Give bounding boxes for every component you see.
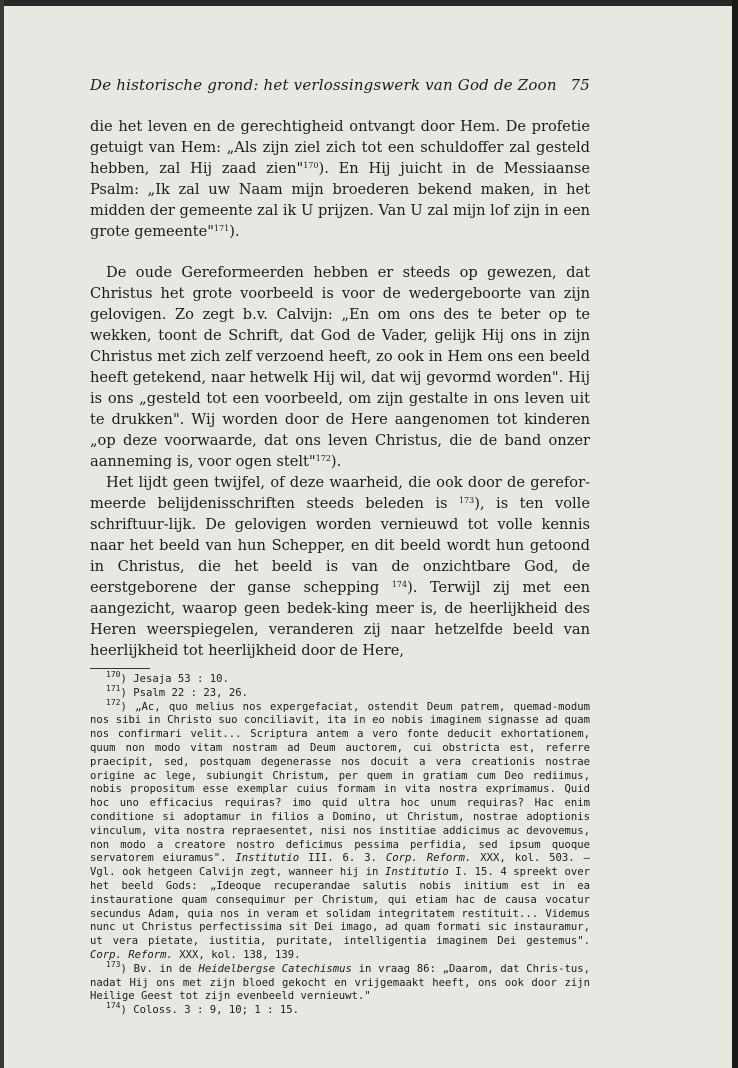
running-title: De historische grond: het verlossingswerk van God de Zoon — [90, 76, 557, 94]
paragraph — [90, 472, 590, 661]
binding-edge — [0, 0, 4, 1068]
italic-text: Institutio — [384, 866, 449, 879]
book-page — [90, 76, 590, 1018]
footnote-ref: 171 — [213, 224, 230, 233]
paragraph — [90, 116, 590, 242]
main-text — [90, 116, 590, 661]
text-run: ). — [330, 453, 342, 470]
footnote — [90, 697, 590, 963]
text-run: die het leven en de gerechtigheid ontvangt door Hem. De profetie getuigt van Hem: „Als zijn ziel zich tot een schuldoffer zal gesteld hebben, zal Hij zaad zien" — [90, 118, 590, 177]
text-run: III. 6. 3. — [299, 852, 386, 865]
footnote-number: 172 — [106, 697, 121, 707]
text-run: XXX, kol. 503. — Vgl. ook hetgeen Calvijn zegt, wanneer hij in — [90, 852, 590, 879]
footnote-paren: ) — [120, 700, 127, 713]
running-header — [90, 76, 590, 102]
text-run: Psalm 22 : 23, 26. — [126, 686, 249, 699]
page-number: 75 — [570, 76, 590, 94]
footnote-number: 171 — [106, 683, 121, 693]
text-run: ). Terwijl zij met een aangezicht, waarop geen bedek-king meer is, de heerlijkheid des Heren weerspiegelen, veranderen zij naar hetzelfde beeld van heerlijkheid tot heerlijkheid door de Here, — [90, 579, 590, 659]
text-run: Het lijdt geen twijfel, of deze waarheid, die ook door de gerefor-meerde belijdenisschriften steeds beleden is — [90, 474, 590, 512]
footnote — [90, 683, 590, 701]
italic-text: Heidelbergse Catechismus — [198, 962, 352, 975]
italic-text: Corp. Reform. — [385, 852, 472, 865]
text-run: Bv. in de — [126, 962, 199, 975]
footnote — [90, 1001, 590, 1018]
italic-text: Institutio — [235, 852, 300, 865]
paragraph-gap — [90, 242, 590, 262]
page-right-edge — [732, 0, 738, 1068]
text-run: XXX, kol. 138, 139. — [172, 948, 301, 961]
text-run: Coloss. 3 : 9, 10; 1 : 15. — [126, 1004, 300, 1017]
page-top-edge — [0, 0, 738, 6]
footnote-number: 170 — [106, 670, 121, 679]
footnote-paren: ) — [120, 686, 127, 699]
footnote-number: 174 — [106, 1001, 121, 1011]
footnotes — [90, 670, 590, 1018]
footnote — [90, 670, 590, 687]
footnote-ref: 170 — [303, 161, 319, 170]
text-run: ), is ten volle schriftuur-lijk. De gelovigen worden vernieuwd tot volle kennis naar het beeld van hun Schepper, en dit beeld wordt hun getoond in Christus, die het beeld is van de onzichtbare God, de eerstgeborene der ganse schepping — [90, 495, 590, 596]
italic-text: Corp. Reform. — [90, 948, 173, 961]
paragraph — [90, 262, 590, 472]
text-run: De oude Gereformeerden hebben er steeds op gewezen, dat Christus het grote voorbeeld is voor de wedergeboorte van zijn gelovigen. Zo zegt b.v. Calvijn: „En om ons des te beter op te wekken, toont de Schrift, dat God de Vader, gelijk Hij ons in zijn Christus met zich zelf verzoend heeft, zo ook in Hem ons een beeld heeft getekend, naar hetwelk Hij wil, dat wij gevormd worden". Hij is ons „gesteld tot een voorbeeld, om zijn gestalte in ons leven uit te drukken". Wij worden door de Here aangenomen tot kinderen „op deze voorwaarde, dat ons leven Christus, die de band onzer aanneming is, voor ogen stelt" — [90, 264, 590, 470]
footnote-ref: 174 — [391, 580, 408, 589]
footnote-separator — [90, 668, 150, 669]
text-run: ). — [229, 223, 240, 240]
text-run: ). En Hij juicht in de Messiaanse Psalm: „Ik zal uw Naam mijn broederen bekend maken, in het midden der gemeente zal ik U prijzen. Van U zal mijn lof zijn in een grote gemeente" — [90, 160, 590, 240]
footnote-ref: 172 — [315, 454, 331, 463]
text-run: I. 15. 4 spreekt over het beeld Gods: „Ideoque recuperandae salutis nobis initium est in ea instauratione quam consequimur per Christum, qui etiam hac de causa vocatur secundus Adam, quia nos in veram et solidam integritatem restituit... Videmus nunc ut Christus perfectissima sit Dei imago, ad quam formati sic instauramur, ut vera pietate, iustitia, puritate, intelligentia imaginem Dei gestemus". — [90, 866, 590, 948]
text-run: „Ac, quo melius nos expergefaciat, ostendit Deum patrem, quemad-modum nos sibi in Christo suo conciliavit, ita in eo nobis imaginem signasse ad quam nos confirmari velit... Scriptura antem a vero fonte deducit exhortationem, quum non modo vitam nostram ad Deum auctorem, cui obstricta est, referre praecipit, sed, postquam degenerasse nos docuit a vera creationis nostrae origine ac lege, subiungit Christum, per quem in gratiam cum Deo rediimus, nobis propositum esse exemplar cuius formam in vita nostra exprimamus. Quid hoc uno efficacius requiras? imo quid ultra hoc unum requiras? Hac enim conditione si adoptamur in filios a Domino, ut Christum, nostrae adoptionis vinculum, vita nostra repraesentet, nisi nos institiae addicimus ac devovemus, non modo a creatore nostro deficimus pessima perfidia, sed ipsum quoque servatorem eiuramus". — [90, 700, 590, 865]
text-run: Jesaja 53 : 10. — [126, 673, 229, 685]
footnote-paren: ) — [120, 962, 127, 975]
footnote-paren: ) — [120, 1004, 127, 1017]
footnote-number: 173 — [106, 959, 121, 969]
footnote — [90, 959, 590, 1004]
footnote-ref: 173 — [458, 496, 475, 505]
text-run: in vraag 86: „Daarom, dat Chris-tus, nadat Hij ons met zijn bloed gekocht en vrijgemaakt heeft, ons ook door zijn Heilige Geest tot zijn evenbeeld vernieuwt." — [90, 962, 590, 1003]
footnote-paren: ) — [120, 673, 127, 685]
